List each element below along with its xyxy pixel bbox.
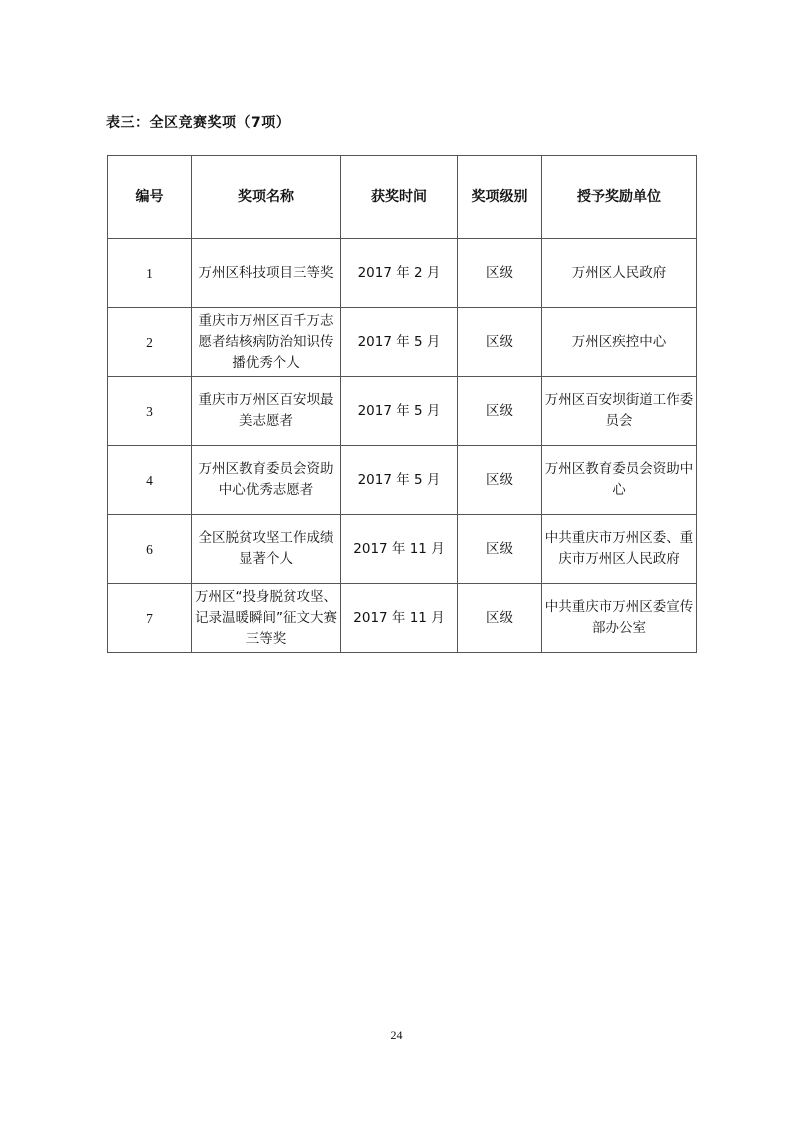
cell-award-time: 2017 年 11 月 (341, 515, 458, 584)
cell-award-unit: 中共重庆市万州区委、重庆市万州区人民政府 (542, 515, 697, 584)
header-award-time: 获奖时间 (341, 156, 458, 239)
cell-award-name: 全区脱贫攻坚工作成绩显著个人 (192, 515, 341, 584)
cell-award-unit: 万州区人民政府 (542, 239, 697, 308)
cell-award-time: 2017 年 11 月 (341, 584, 458, 653)
table-row (108, 446, 697, 515)
cell-award-unit: 万州区百安坝街道工作委员会 (542, 377, 697, 446)
table-header-row (108, 156, 697, 239)
header-award-unit: 授予奖励单位 (542, 156, 697, 239)
cell-award-time: 2017 年 2 月 (341, 239, 458, 308)
cell-award-unit: 万州区疾控中心 (542, 308, 697, 377)
cell-award-name: 重庆市万州区百安坝最美志愿者 (192, 377, 341, 446)
cell-award-level: 区级 (458, 239, 542, 308)
table-row (108, 239, 697, 308)
cell-number: 1 (108, 239, 192, 308)
cell-award-level: 区级 (458, 584, 542, 653)
cell-number: 7 (108, 584, 192, 653)
header-award-name: 奖项名称 (192, 156, 341, 239)
table-row (108, 584, 697, 653)
cell-award-level: 区级 (458, 515, 542, 584)
cell-award-unit: 中共重庆市万州区委宣传部办公室 (542, 584, 697, 653)
cell-award-time: 2017 年 5 月 (341, 377, 458, 446)
page-number: 24 (390, 1028, 403, 1042)
table-caption: 表三：全区竞赛奖项（7项） (106, 115, 291, 131)
table-row (108, 377, 697, 446)
cell-number: 2 (108, 308, 192, 377)
cell-award-time: 2017 年 5 月 (341, 446, 458, 515)
cell-award-name: 万州区教育委员会资助中心优秀志愿者 (192, 446, 341, 515)
cell-award-unit: 万州区教育委员会资助中心 (542, 446, 697, 515)
table-row (108, 308, 697, 377)
table-row (108, 515, 697, 584)
cell-number: 3 (108, 377, 192, 446)
cell-number: 6 (108, 515, 192, 584)
awards-table (107, 155, 697, 653)
header-award-level: 奖项级别 (458, 156, 542, 239)
cell-award-level: 区级 (458, 377, 542, 446)
header-number: 编号 (108, 156, 192, 239)
cell-award-name: 重庆市万州区百千万志愿者结核病防治知识传播优秀个人 (192, 308, 341, 377)
cell-number: 4 (108, 446, 192, 515)
cell-award-level: 区级 (458, 446, 542, 515)
cell-award-name: 万州区科技项目三等奖 (192, 239, 341, 308)
cell-award-level: 区级 (458, 308, 542, 377)
cell-award-name: 万州区“投身脱贫攻坚、记录温暖瞬间”征文大赛三等奖 (192, 584, 341, 653)
cell-award-time: 2017 年 5 月 (341, 308, 458, 377)
